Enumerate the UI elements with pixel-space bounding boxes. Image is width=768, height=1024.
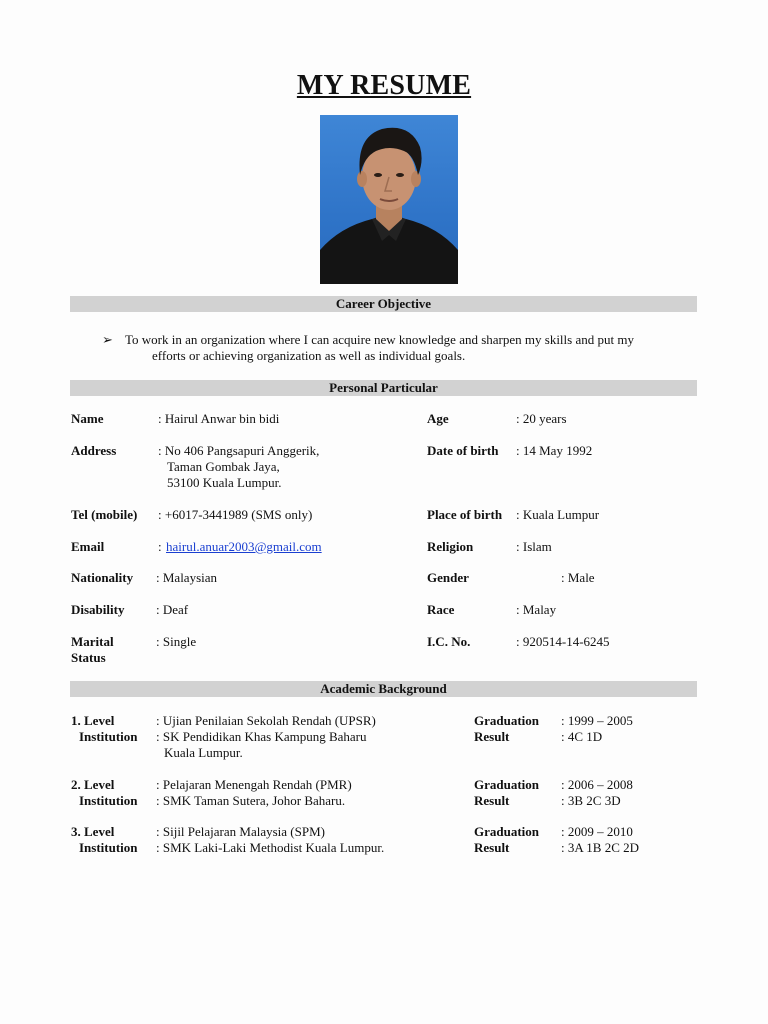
- age-label: Age: [427, 411, 449, 426]
- academic-2-graduation-value: : 2006 – 2008: [561, 777, 633, 792]
- address-line-2: Taman Gombak Jaya,: [167, 459, 280, 474]
- tel-value: : +6017-3441989 (SMS only): [158, 507, 313, 522]
- dob-value: : 14 May 1992: [516, 443, 593, 458]
- academic-1-result-value: : 4C 1D: [561, 729, 603, 744]
- nationality-label: Nationality: [71, 570, 134, 585]
- academic-3-level-label: 3. Level: [71, 824, 115, 839]
- academic-1-level-label: 1. Level: [71, 713, 115, 728]
- gender-label: Gender: [427, 570, 469, 585]
- resume-title: MY RESUME: [296, 70, 472, 101]
- academic-1-graduation-value: : 1999 – 2005: [561, 713, 633, 728]
- address-label: Address: [71, 443, 117, 458]
- marital-value: : Single: [156, 634, 197, 649]
- marital-label-line-2: Status: [71, 650, 106, 665]
- address-line-3: 53100 Kuala Lumpur.: [167, 475, 282, 490]
- academic-1-result-label: Result: [474, 729, 510, 744]
- academic-3-result-label: Result: [474, 840, 510, 855]
- email-colon: :: [158, 539, 162, 554]
- academic-3-institution-value: : SMK Laki-Laki Methodist Kuala Lumpur.: [156, 840, 385, 855]
- ic-value: : 920514-14-6245: [516, 634, 610, 649]
- academic-3-institution-label: Institution: [79, 840, 138, 855]
- section-career-objective: Career Objective: [70, 296, 697, 312]
- section-personal-particular: Personal Particular: [70, 380, 697, 396]
- email-label: Email: [71, 539, 105, 554]
- address-line-1: : No 406 Pangsapuri Anggerik,: [158, 443, 320, 458]
- academic-3-level-value: : Sijil Pelajaran Malaysia (SPM): [156, 824, 325, 839]
- dob-label: Date of birth: [427, 443, 499, 458]
- nationality-value: : Malaysian: [156, 570, 218, 585]
- academic-3-result-value: : 3A 1B 2C 2D: [561, 840, 640, 855]
- pob-value: : Kuala Lumpur: [516, 507, 600, 522]
- academic-2-institution-value: : SMK Taman Sutera, Johor Baharu.: [156, 793, 346, 808]
- academic-1-graduation-label: Graduation: [474, 713, 540, 728]
- objective-line-2: efforts or achieving organization as well as individual goals.: [152, 348, 466, 363]
- person-silhouette-icon: [320, 115, 458, 284]
- name-value: : Hairul Anwar bin bidi: [158, 411, 280, 426]
- portrait-photo: [320, 115, 458, 284]
- ic-label: I.C. No.: [427, 634, 471, 649]
- race-value: : Malay: [516, 602, 557, 617]
- academic-2-level-label: 2. Level: [71, 777, 115, 792]
- pob-label: Place of birth: [427, 507, 503, 522]
- academic-1-institution-label: Institution: [79, 729, 138, 744]
- academic-3-graduation-value: : 2009 – 2010: [561, 824, 633, 839]
- age-value: : 20 years: [516, 411, 567, 426]
- religion-value: : Islam: [516, 539, 552, 554]
- academic-2-result-label: Result: [474, 793, 510, 808]
- objective-line-1: To work in an organization where I can acquire new knowledge and sharpen my skills and put my: [125, 332, 634, 347]
- academic-1-institution-value: : SK Pendidikan Khas Kampung Baharu: [156, 729, 367, 744]
- disability-label: Disability: [71, 602, 125, 617]
- academic-1-institution-value-2: Kuala Lumpur.: [164, 745, 243, 760]
- academic-2-graduation-label: Graduation: [474, 777, 540, 792]
- section-academic-background: Academic Background: [70, 681, 697, 697]
- academic-2-result-value: : 3B 2C 3D: [561, 793, 621, 808]
- email-link[interactable]: hairul.anuar2003@gmail.com: [166, 539, 322, 554]
- tel-label: Tel (mobile): [71, 507, 138, 522]
- arrow-bullet-icon: ➢: [102, 332, 113, 347]
- name-label: Name: [71, 411, 104, 426]
- academic-2-institution-label: Institution: [79, 793, 138, 808]
- gender-value: : Male: [561, 570, 595, 585]
- academic-2-level-value: : Pelajaran Menengah Rendah (PMR): [156, 777, 352, 792]
- race-label: Race: [427, 602, 455, 617]
- religion-label: Religion: [427, 539, 474, 554]
- academic-3-graduation-label: Graduation: [474, 824, 540, 839]
- disability-value: : Deaf: [156, 602, 189, 617]
- academic-1-level-value: : Ujian Penilaian Sekolah Rendah (UPSR): [156, 713, 376, 728]
- marital-label-line-1: Marital: [71, 634, 114, 649]
